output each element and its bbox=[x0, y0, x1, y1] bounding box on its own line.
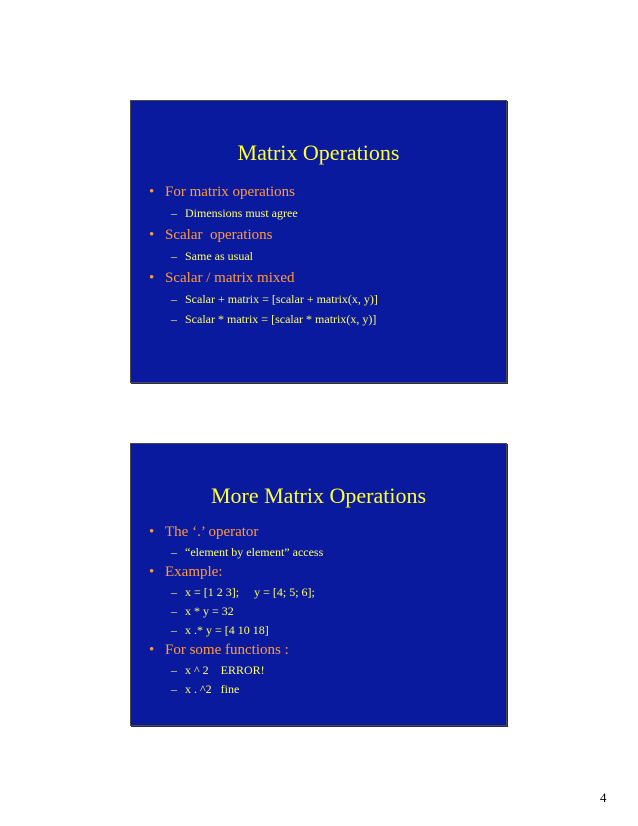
bullet-dot-icon: • bbox=[149, 184, 155, 200]
dash-icon: – bbox=[171, 604, 177, 618]
bullet-item: • Example: bbox=[149, 564, 223, 580]
dash-icon: – bbox=[171, 206, 177, 220]
sub-bullet-item: – x . ^2 fine bbox=[171, 682, 240, 696]
sub-bullet-item: – Scalar * matrix = [scalar * matrix(x, y)] bbox=[171, 312, 377, 326]
bullet-dot-icon: • bbox=[149, 227, 155, 243]
bullet-dot-icon: • bbox=[149, 564, 155, 580]
bullet-list bbox=[149, 181, 498, 332]
sub-bullet-item: – Same as usual bbox=[171, 249, 253, 263]
sub-bullet-item: – Dimensions must agree bbox=[171, 206, 298, 220]
slide-title: Matrix Operations bbox=[237, 140, 400, 165]
bullet-item: • Scalar operations bbox=[149, 227, 273, 243]
page-number: 4 bbox=[600, 790, 607, 805]
bullet-dot-icon: • bbox=[149, 270, 155, 286]
slide-2 bbox=[130, 443, 507, 726]
sub-bullet-item: – x .* y = [4 10 18] bbox=[171, 623, 269, 637]
dash-icon: – bbox=[171, 312, 177, 326]
sub-bullet-item: – x * y = 32 bbox=[171, 604, 234, 618]
sub-bullet-item: – x ^ 2 ERROR! bbox=[171, 663, 265, 677]
sub-bullet-item: – Scalar + matrix = [scalar + matrix(x, y)] bbox=[171, 292, 378, 306]
dash-icon: – bbox=[171, 292, 177, 306]
slide-title: More Matrix Operations bbox=[210, 483, 427, 508]
bullet-dot-icon: • bbox=[149, 524, 155, 540]
sub-bullet-item: – x = [1 2 3]; y = [4; 5; 6]; bbox=[171, 585, 315, 599]
dash-icon: – bbox=[171, 545, 177, 559]
dash-icon: – bbox=[171, 682, 177, 696]
sub-bullet-item: – “element by element” access bbox=[171, 545, 324, 559]
dash-icon: – bbox=[171, 249, 177, 263]
dash-icon: – bbox=[171, 663, 177, 677]
bullet-item: • For matrix operations bbox=[149, 184, 295, 200]
dash-icon: – bbox=[171, 585, 177, 599]
bullet-list bbox=[149, 521, 498, 700]
bullet-item: • For some functions : bbox=[149, 642, 289, 658]
bullet-item: • Scalar / matrix mixed bbox=[149, 270, 295, 286]
slide-1 bbox=[130, 100, 507, 383]
bullet-item: • The ‘.’ operator bbox=[149, 524, 259, 540]
dash-icon: – bbox=[171, 623, 177, 637]
bullet-dot-icon: • bbox=[149, 642, 155, 658]
